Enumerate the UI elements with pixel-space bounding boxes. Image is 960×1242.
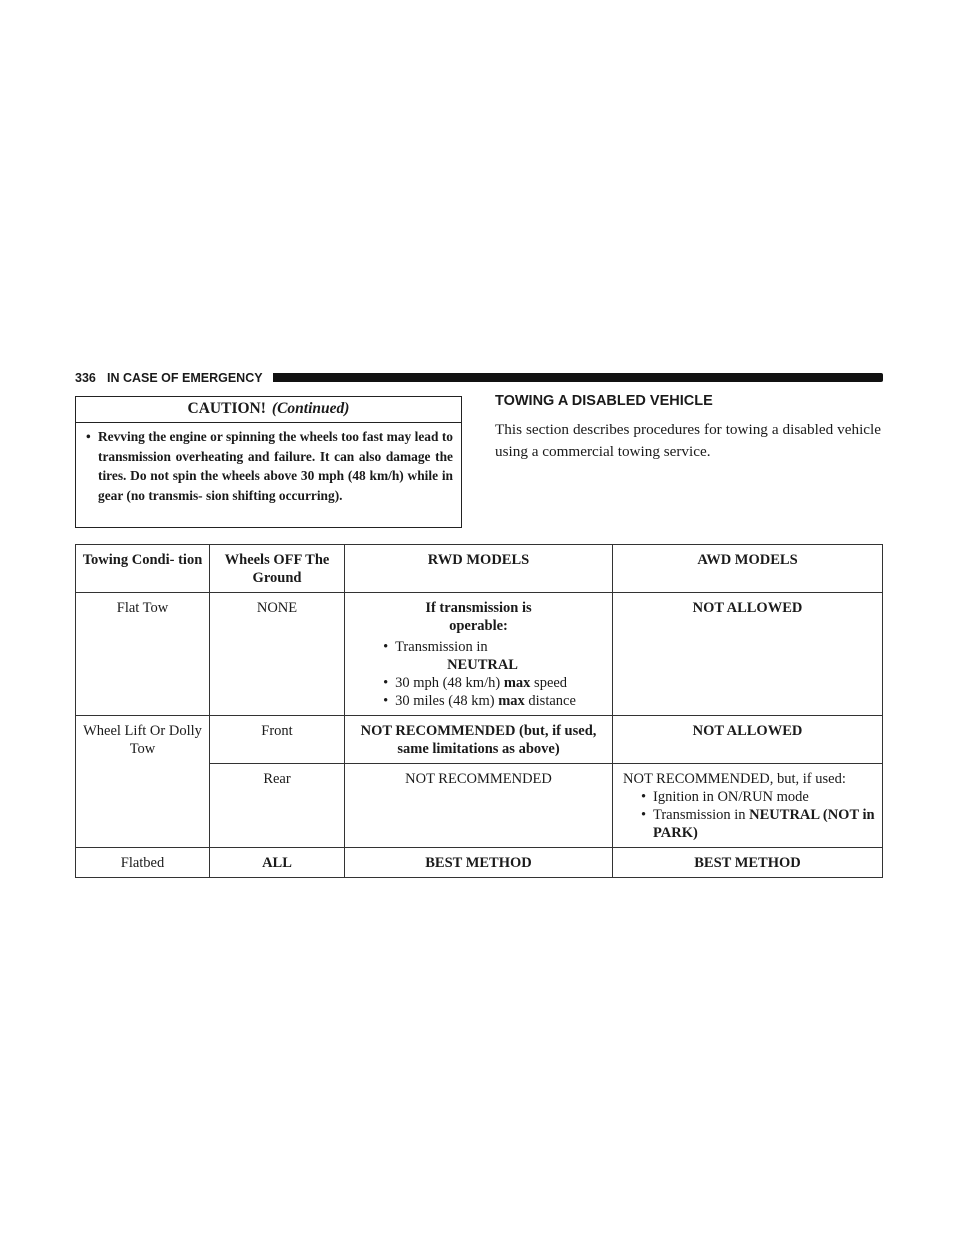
col-header-condition: Towing Condi- tion <box>76 545 210 593</box>
caution-bullet <box>76 423 461 505</box>
cell-wheels: ALL <box>210 848 345 878</box>
bullet-icon: • <box>86 429 91 444</box>
cell-awd <box>613 764 883 848</box>
col-header-awd: AWD MODELS <box>613 545 883 593</box>
cell-awd: NOT ALLOWED <box>613 593 883 716</box>
cell-rwd: NOT RECOMMENDED <box>345 764 613 848</box>
cell-wheels: Rear <box>210 764 345 848</box>
cell-rwd: NOT RECOMMENDED (but, if used, same limitations as above) <box>345 716 613 764</box>
cell-wheels: Front <box>210 716 345 764</box>
caution-title: CAUTION! <box>187 400 266 417</box>
caution-box <box>75 396 462 528</box>
table-row-flatbed <box>76 848 883 878</box>
awd-intro: NOT RECOMMENDED, but, if used: <box>623 771 846 787</box>
col-header-rwd: RWD MODELS <box>345 545 613 593</box>
header-rule <box>273 373 883 382</box>
list-item: • Transmission in NEUTRAL <box>381 638 576 674</box>
page-number: 336 <box>75 371 96 385</box>
cell-awd: NOT ALLOWED <box>613 716 883 764</box>
rwd-conditions-list <box>381 638 576 710</box>
cell-rwd: BEST METHOD <box>345 848 613 878</box>
cell-condition: Wheel Lift Or Dolly Tow <box>76 716 210 848</box>
caution-continued: (Continued) <box>271 400 350 417</box>
towing-table <box>75 544 883 878</box>
cell-awd: BEST METHOD <box>613 848 883 878</box>
section-title: IN CASE OF EMERGENCY <box>107 371 263 385</box>
table-row-wheel-lift-front <box>76 716 883 764</box>
cell-condition: Flat Tow <box>76 593 210 716</box>
awd-conditions-list <box>639 788 878 842</box>
list-item: • 30 miles (48 km) max distance <box>381 692 576 710</box>
rwd-intro: If transmission is operable: <box>425 600 532 634</box>
table-header-row <box>76 545 883 593</box>
table-row-flat-tow <box>76 593 883 716</box>
caution-text: Revving the engine or spinning the wheels too fast may lead to transmission overheating and failure. It can also damage the tires. Do not spin the wheels above 30 mph (48 km/h) while in gear (no transmis- sion shifting occurring). <box>98 429 453 503</box>
section-heading: TOWING A DISABLED VEHICLE <box>495 393 713 409</box>
page-header <box>75 370 883 386</box>
list-item: • 30 mph (48 km/h) max speed <box>381 674 576 692</box>
cell-condition: Flatbed <box>76 848 210 878</box>
list-item: • Transmission in NEUTRAL (NOT in PARK) <box>639 806 878 842</box>
list-item: • Ignition in ON/RUN mode <box>639 788 878 806</box>
section-intro: This section describes procedures for towing a disabled vehicle using a commercial towing service. <box>495 421 881 460</box>
cell-wheels: NONE <box>210 593 345 716</box>
col-header-wheels: Wheels OFF The Ground <box>210 545 345 593</box>
cell-rwd <box>345 593 613 716</box>
caution-header <box>76 397 461 423</box>
